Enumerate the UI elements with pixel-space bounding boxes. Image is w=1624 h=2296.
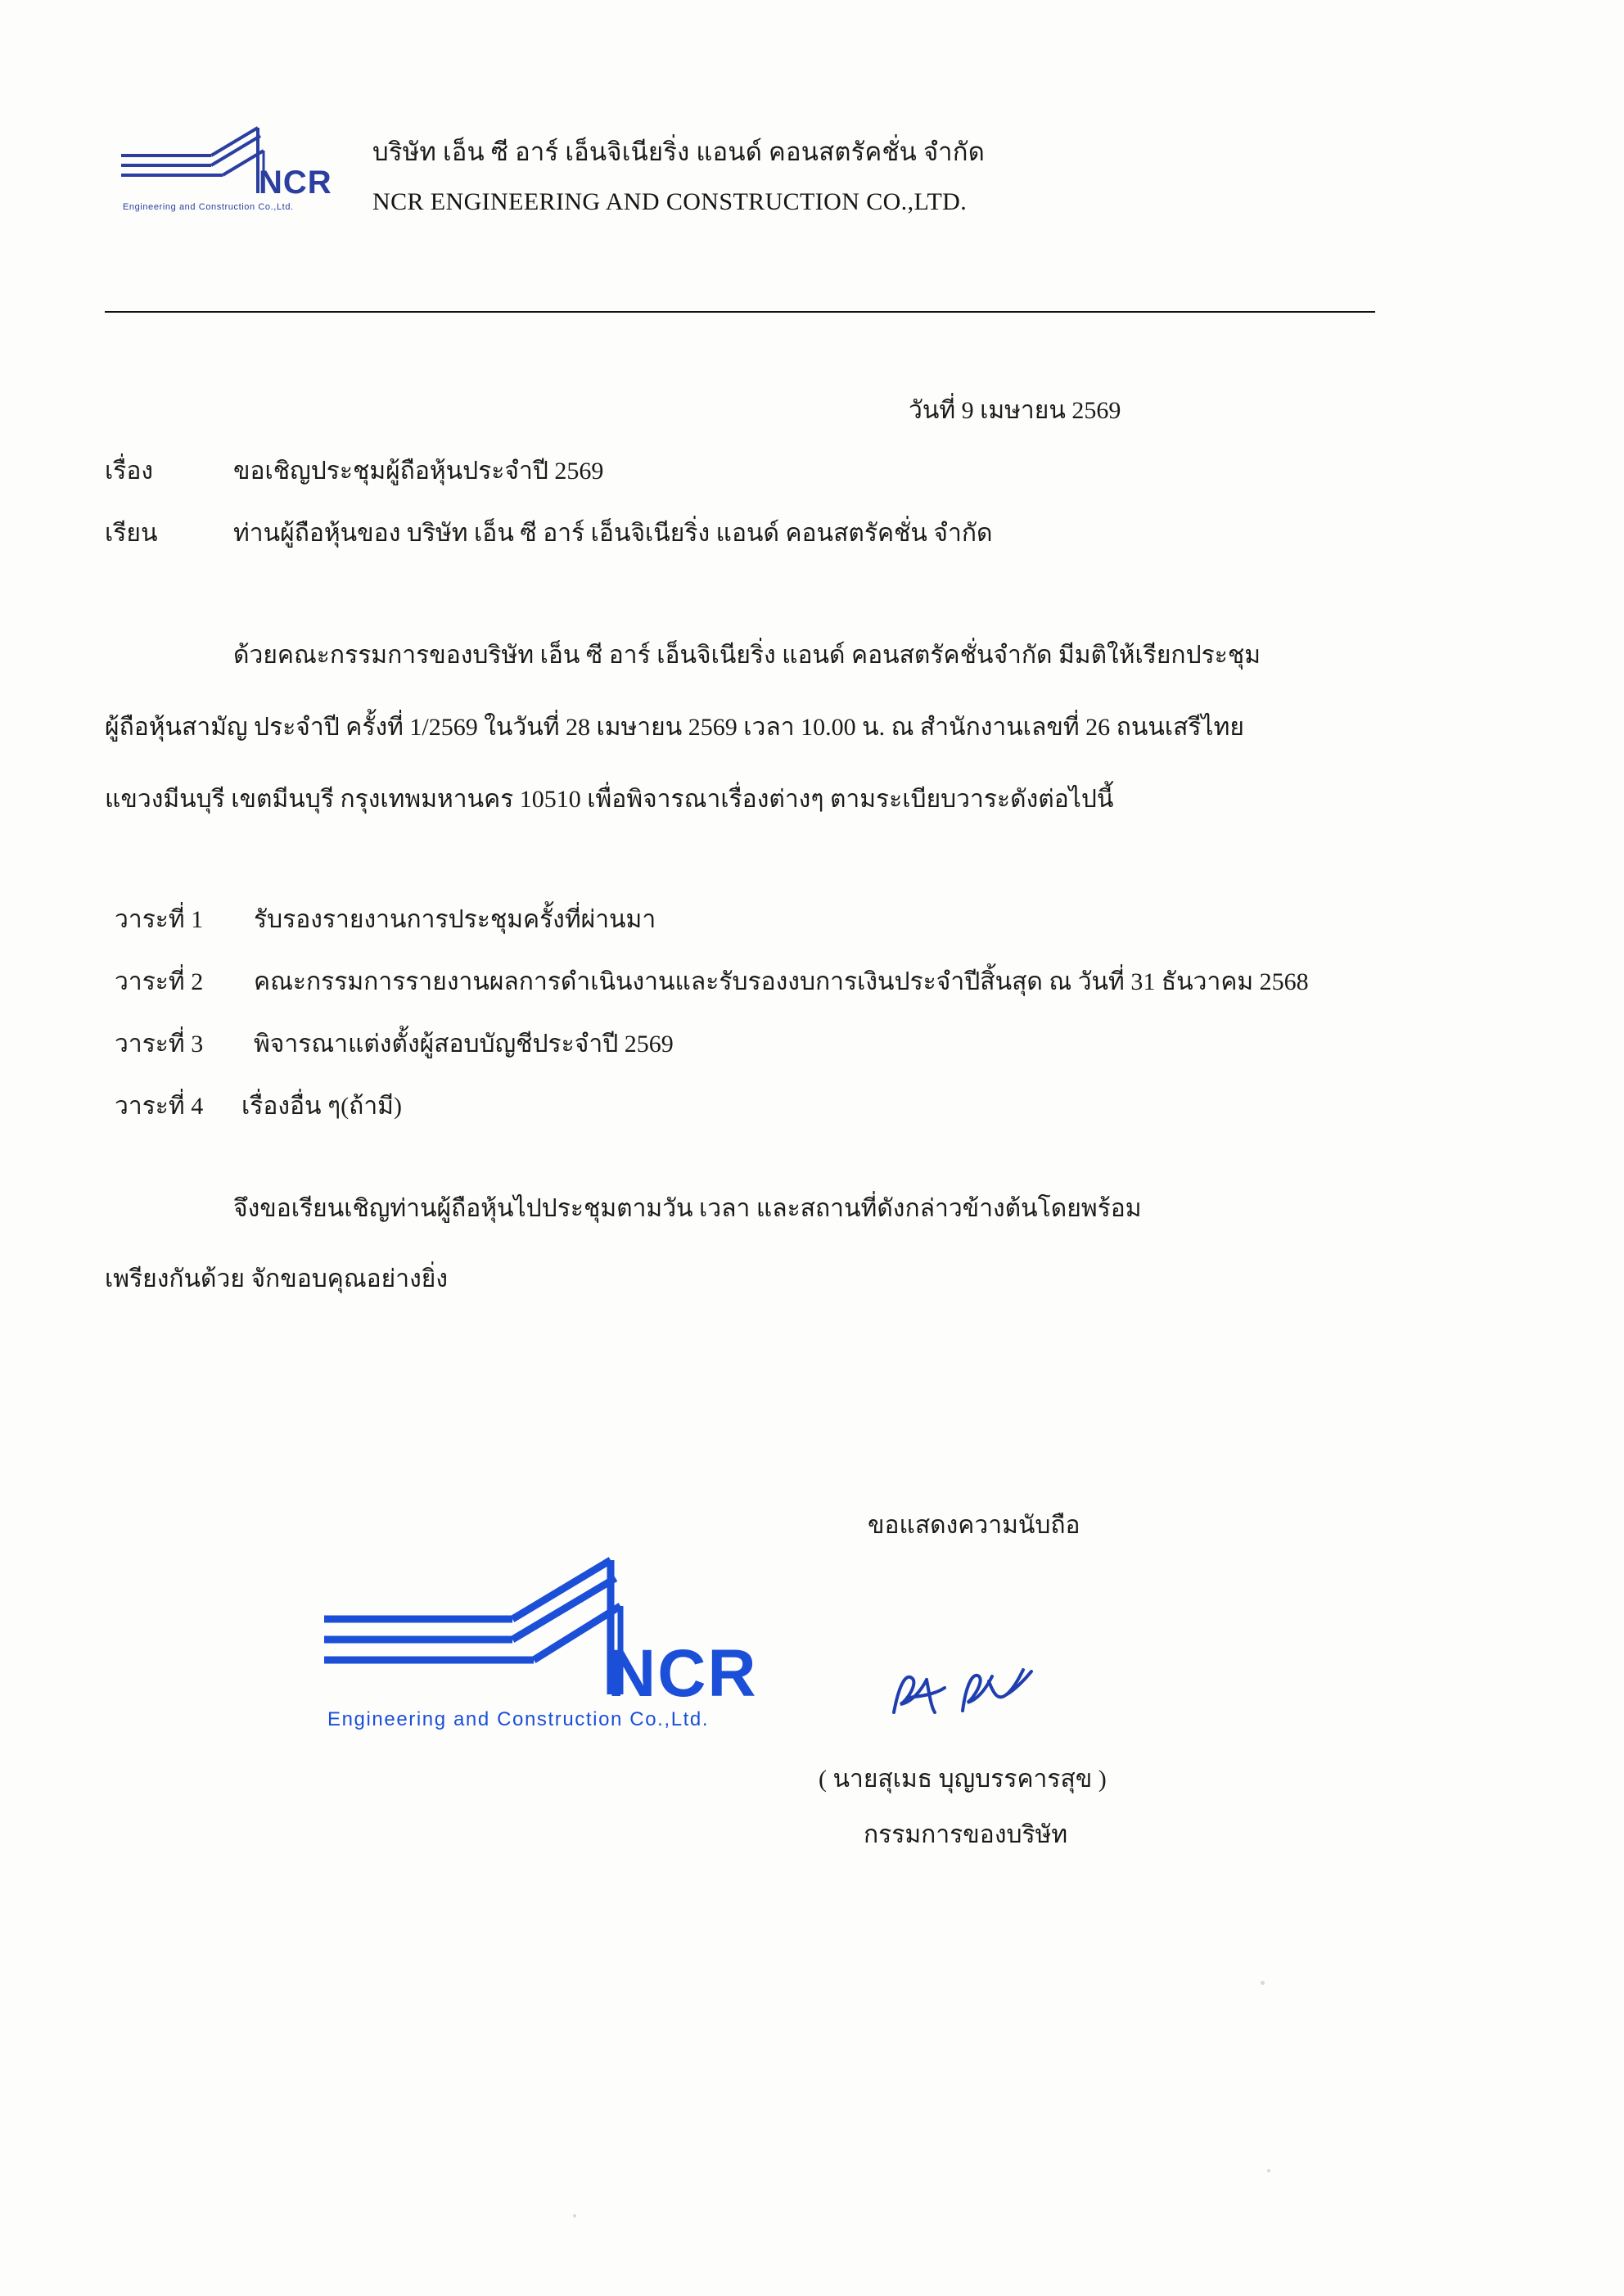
paragraph1-line2: ผู้ถือหุ้นสามัญ ประจำปี ครั้งที่ 1/2569 ในวันที่ 28 เมษายน 2569 เวลา 10.00 น. ณ สำนักงานเลขที่ 26 ถนนเสรีไทย: [105, 714, 1244, 741]
agenda-item-3-text: พิจารณาแต่งตั้งผู้สอบบัญชีประจำปี 2569: [254, 1031, 674, 1058]
header-divider: [105, 311, 1375, 313]
agenda-item-1-number: วาระที่ 1: [115, 906, 204, 933]
paragraph1-line3: แขวงมีนบุรี เขตมีนบุรี กรุงเทพมหานคร 10510 เพื่อพิจารณาเรื่องต่างๆ ตามระเบียบวาระดังต่อไปนี้: [105, 786, 1114, 813]
agenda-item-2-number: วาระที่ 2: [115, 968, 204, 995]
scan-speck: [573, 2214, 576, 2217]
agenda-item-4-text: เรื่องอื่น ๆ(ถ้ามี): [241, 1093, 402, 1120]
letterhead: [0, 123, 1624, 262]
subject-label: เรื่อง: [105, 458, 154, 485]
agenda-item-1-text: รับรองรายงานการประชุมครั้งที่ผ่านมา: [254, 906, 656, 933]
document-date: วันที่ 9 เมษายน 2569: [909, 397, 1121, 424]
scan-speck: [1267, 2169, 1270, 2172]
signer-title: กรรมการของบริษัท: [864, 1821, 1068, 1848]
svg-text:NCR: NCR: [607, 1636, 758, 1711]
agenda-item-3-number: วาระที่ 3: [115, 1031, 204, 1058]
recipient-value: ท่านผู้ถือหุ้นของ บริษัท เอ็น ซี อาร์ เอ็นจิเนียริ่ง แอนด์ คอนสตรัคชั่น จำกัด: [233, 520, 993, 547]
company-name-thai: บริษัท เอ็น ซี อาร์ เอ็นจิเนียริ่ง แอนด์ คอนสตรัคชั่น จำกัด: [372, 138, 986, 166]
company-name-english: NCR ENGINEERING AND CONSTRUCTION CO.,LTD.: [372, 188, 968, 215]
paragraph2-line2: เพรียงกันด้วย จักขอบคุณอย่างยิ่ง: [105, 1265, 448, 1292]
closing-regards: ขอแสดงความนับถือ: [868, 1512, 1080, 1539]
agenda-item-4-number: วาระที่ 4: [115, 1093, 204, 1120]
signer-name: ( นายสุเมธ บุญบรรคารสุข ): [819, 1766, 1107, 1793]
agenda-item-2-text: คณะกรรมการรายงานผลการดำเนินงานและรับรองงบการเงินประจำปีสิ้นสุด ณ วันที่ 31 ธันวาคม 2568: [254, 968, 1309, 995]
recipient-label: เรียน: [105, 520, 158, 547]
subject-value: ขอเชิญประชุมผู้ถือหุ้นประจำปี 2569: [233, 458, 604, 485]
paragraph2-line1: จึงขอเรียนเชิญท่านผู้ถือหุ้นไปประชุมตามวัน เวลา และสถานที่ดังกล่าวข้างต้นโดยพร้อม: [233, 1195, 1142, 1222]
svg-text:Engineering and Construction C: Engineering and Construction Co.,Ltd.: [123, 202, 294, 212]
svg-text:NCR: NCR: [259, 165, 332, 201]
scan-speck: [1261, 1981, 1265, 1985]
handwritten-signature: [884, 1662, 1064, 1735]
svg-text:Engineering and Construction C: Engineering and Construction Co.,Ltd.: [327, 1708, 710, 1730]
paragraph1-line1: ด้วยคณะกรรมการของบริษัท เอ็น ซี อาร์ เอ็นจิเนียริ่ง แอนด์ คอนสตรัคชั่นจำกัด มีมติให้เรียกประชุม: [233, 642, 1261, 669]
company-logo-header: [115, 123, 352, 229]
company-logo-footer: [319, 1555, 786, 1743]
